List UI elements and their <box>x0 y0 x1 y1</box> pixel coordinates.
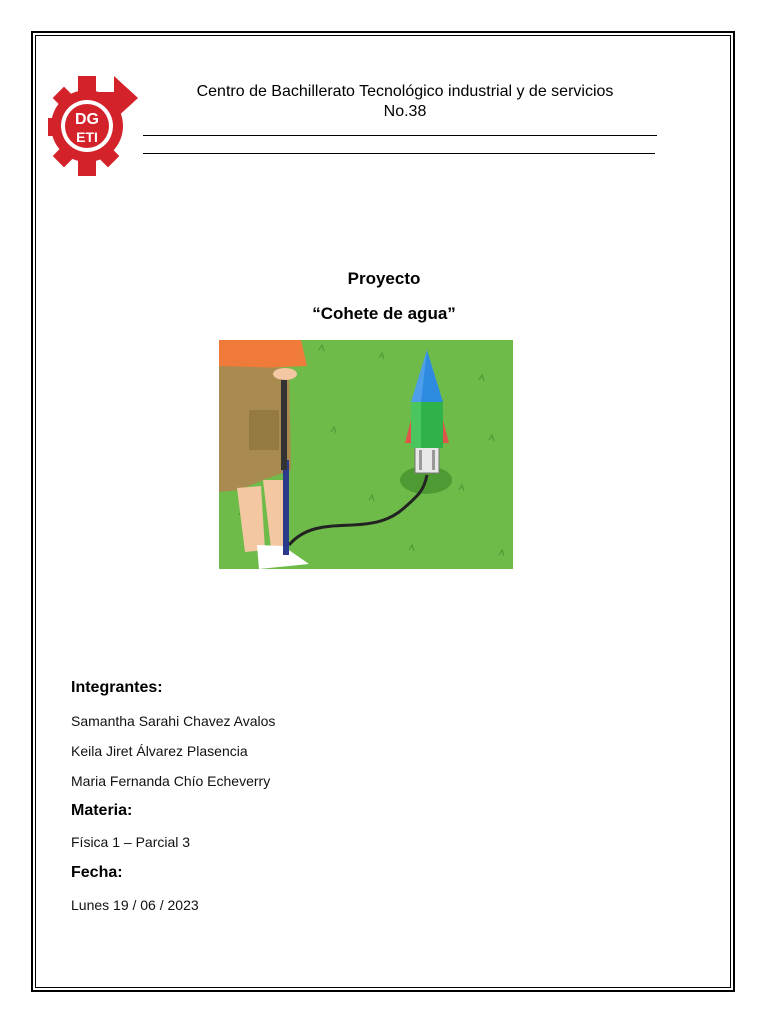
dgeti-logo <box>44 66 140 186</box>
member-name: Keila Jiret Álvarez Plasencia <box>71 743 248 759</box>
header-rule-bottom <box>143 153 655 154</box>
project-label: Proyecto <box>347 269 421 288</box>
project-title: “Cohete de agua” <box>312 304 456 323</box>
institution-number: No.38 <box>383 103 427 120</box>
subject-heading: Materia: <box>71 802 133 819</box>
member-name: Samantha Sarahi Chavez Avalos <box>71 713 276 729</box>
water-rocket-illustration <box>219 340 513 569</box>
institution-name: Centro de Bachillerato Tecnológico industrial y de servicios <box>196 83 614 100</box>
date-value: Lunes 19 / 06 / 2023 <box>71 897 199 913</box>
logo-text-top: DG <box>75 111 99 128</box>
member-name: Maria Fernanda Chío Echeverry <box>71 773 271 789</box>
subject-value: Física 1 – Parcial 3 <box>71 834 191 850</box>
members-heading: Integrantes: <box>71 679 163 696</box>
header-rule-top <box>143 135 657 136</box>
date-heading: Fecha: <box>71 864 123 881</box>
logo-text-bottom: ETI <box>76 129 98 145</box>
